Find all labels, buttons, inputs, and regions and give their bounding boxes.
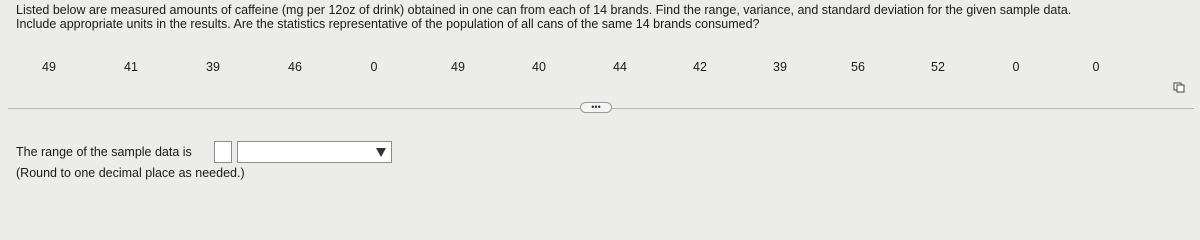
range-answer-input[interactable]: [214, 141, 232, 163]
data-value: 52: [931, 60, 945, 74]
data-value: 0: [1012, 60, 1020, 74]
data-value: 41: [124, 60, 138, 74]
data-values-row: [0, 60, 1200, 80]
data-value: 42: [693, 60, 707, 74]
data-value: 49: [42, 60, 56, 74]
data-value: 40: [532, 60, 546, 74]
data-value: 49: [451, 60, 465, 74]
expand-more-button[interactable]: •••: [580, 102, 612, 113]
data-value: 46: [288, 60, 302, 74]
range-unit-dropdown[interactable]: [237, 141, 392, 163]
data-value: 39: [773, 60, 787, 74]
question-line-2: Include appropriate units in the results. Are the statistics representative of the population of all cans of the same 14 brands consumed?: [16, 17, 760, 31]
question-text: [16, 3, 1186, 31]
rounding-note: (Round to one decimal place as needed.): [16, 166, 245, 180]
question-line-1: Listed below are measured amounts of caffeine (mg per 12oz of drink) obtained in one can from each of 14 brands. Find the range, variance, and standard deviation for the given sample data.: [16, 3, 1072, 17]
data-value: 0: [370, 60, 378, 74]
copy-icon[interactable]: [1172, 81, 1186, 93]
data-value: 0: [1092, 60, 1100, 74]
data-value: 56: [851, 60, 865, 74]
triangle-down-icon: [376, 148, 386, 157]
data-value: 39: [206, 60, 220, 74]
range-prompt: The range of the sample data is: [16, 145, 192, 159]
data-value: 44: [613, 60, 627, 74]
